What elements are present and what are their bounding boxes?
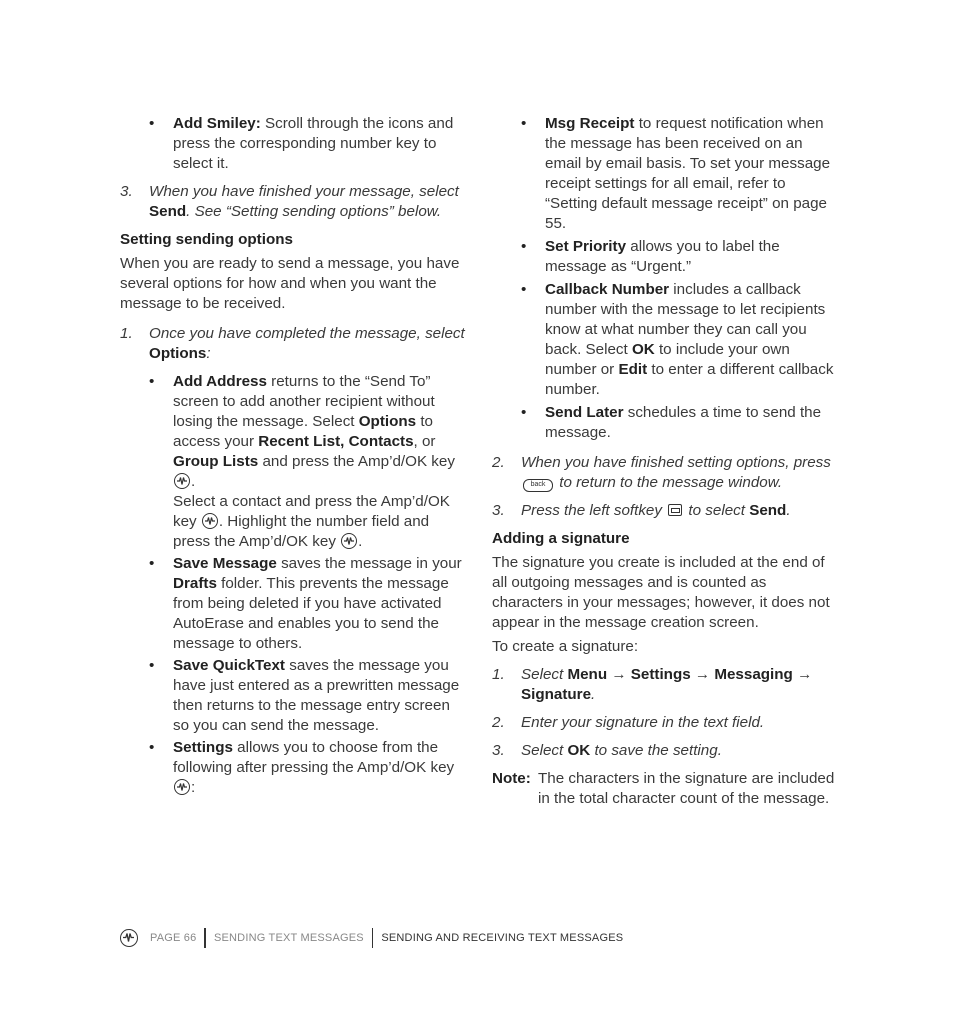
ok-term: OK [567, 742, 591, 759]
back-key-icon: back [523, 479, 553, 492]
step-text: Once you have completed the message, select [149, 325, 465, 342]
step-number: 2. [492, 714, 505, 731]
text: . [191, 473, 196, 490]
text: to access your [173, 413, 433, 450]
ampd-ok-key-icon [174, 779, 190, 795]
step-text: When you have finished your message, select [149, 183, 459, 200]
text: , or [413, 433, 436, 450]
messaging-term: Messaging [714, 666, 793, 683]
section-heading-sending-options: Setting sending options [120, 231, 293, 248]
step-text: Enter your signature in the text field. [521, 714, 765, 731]
step-text-end: : [206, 345, 211, 362]
text: allows you to choose from the following after pressing the Amp’d/OK key [173, 739, 455, 776]
page-footer [120, 926, 623, 950]
save-message-term: Save Message [173, 555, 277, 572]
group-lists-term: Group Lists [173, 453, 259, 470]
step-number: 3. [492, 502, 505, 519]
note-label: Note: [492, 770, 531, 787]
send-term: Send [149, 203, 187, 220]
to-create-text: To create a signature: [492, 638, 639, 655]
menu-term: Menu [567, 666, 608, 683]
arrow-icon: → [694, 666, 711, 683]
step-text-end: . [786, 502, 791, 519]
callback-number-item [492, 280, 837, 400]
settings-term: Settings [173, 739, 233, 756]
add-address-term: Add Address [173, 373, 267, 390]
send-later-term: Send Later [545, 404, 624, 421]
set-priority-item [492, 237, 837, 277]
text: returns to the “Send To” screen to add another recipient without losing the message. Select [173, 373, 435, 430]
right-column [492, 114, 837, 809]
add-smiley-term: Add Smiley: [173, 115, 261, 132]
msg-receipt-term: Msg Receipt [545, 115, 635, 132]
send-later-item [492, 403, 837, 443]
step-3-finish-message [120, 182, 465, 222]
text: to enter a different callback number. [545, 361, 834, 398]
section-name: SENDING TEXT MESSAGES [213, 932, 364, 944]
ampd-ok-key-icon [174, 473, 190, 489]
sig-step-2 [492, 713, 837, 733]
options-term: Options [149, 345, 207, 362]
text: . Highlight the number field and press the Amp’d/OK key [173, 513, 430, 550]
signature-intro: The signature you create is included at the end of all outgoing messages and is counted as characters in your messages; however, it does not appear in the message creation screen. [492, 554, 830, 631]
add-smiley-text: Scroll through the icons and press the corresponding number key to select it. [173, 115, 454, 172]
save-quicktext-term: Save QuickText [173, 657, 285, 674]
step-text: When you have finished setting options, press [521, 454, 831, 471]
add-smiley-item [120, 114, 465, 174]
sig-step-3 [492, 741, 837, 761]
add-address-item [120, 372, 465, 552]
ampd-ok-key-icon [341, 533, 357, 549]
step-3-send [492, 501, 837, 521]
step-text-end: to save the setting. [590, 742, 722, 759]
sending-options-intro: When you are ready to send a message, you have several options for how and when you want the message to be received. [120, 255, 460, 312]
drafts-term: Drafts [173, 575, 217, 592]
text: schedules a time to send the message. [545, 404, 822, 441]
left-column [120, 114, 465, 800]
text: to request notification when the message has been received on an email by email basis. To set your message receipt settings for all email, refer to “Setting default message receipt” on page 55. [545, 115, 831, 232]
step-number: 1. [120, 325, 133, 342]
section-heading-signature: Adding a signature [492, 530, 630, 547]
callback-number-term: Callback Number [545, 281, 670, 298]
note-text: The characters in the signature are included in the total character count of the message. [538, 770, 835, 807]
step-number: 2. [492, 454, 505, 471]
divider [204, 928, 206, 948]
text: folder. This prevents the message from being deleted if you have activated AutoErase and enables you to send the message to others. [173, 575, 449, 652]
step-number: 3. [492, 742, 505, 759]
divider [372, 928, 374, 948]
set-priority-term: Set Priority [545, 238, 627, 255]
arrow-icon: → [797, 666, 813, 683]
text: to include your own number or [545, 341, 790, 378]
step-1-options [120, 324, 465, 364]
msg-receipt-item [492, 114, 837, 234]
step-2-finish-options [492, 453, 837, 493]
settings-item [120, 738, 465, 798]
text: . [358, 533, 363, 550]
signature-term: Signature [521, 686, 592, 703]
settings-term: Settings [630, 666, 691, 683]
text: allows you to label the message as “Urgent.” [545, 238, 780, 275]
recent-contacts-term: Recent List, Contacts [258, 433, 414, 450]
ampd-logo-icon [120, 929, 138, 947]
text: and press the Amp’d/OK key [258, 453, 455, 470]
step-text: Select [521, 742, 568, 759]
text: Select a contact and press the Amp’d/OK key [173, 493, 450, 530]
left-softkey-icon [668, 504, 682, 516]
text: saves the message you have just entered as a prewritten message then returns to the message entry screen so you can send the message. [173, 657, 460, 734]
save-message-item [120, 554, 465, 654]
step-text: to return to the message window. [555, 474, 783, 491]
step-text-end: . [591, 686, 596, 703]
step-number: 3. [120, 183, 133, 200]
save-quicktext-item [120, 656, 465, 736]
page-number: PAGE 66 [150, 932, 197, 944]
arrow-icon: → [611, 666, 627, 683]
step-text: Select [521, 666, 568, 683]
step-text: Press the left softkey [521, 502, 667, 519]
step-text: to select [684, 502, 750, 519]
options-term: Options [358, 413, 417, 430]
chapter-name: SENDING AND RECEIVING TEXT MESSAGES [381, 932, 624, 944]
send-term: Send [749, 502, 787, 519]
sig-step-1 [492, 665, 837, 705]
ok-term: OK [631, 341, 655, 358]
edit-term: Edit [618, 361, 648, 378]
note [492, 769, 837, 809]
text: saves the message in your [276, 555, 462, 572]
ampd-ok-key-icon [202, 513, 218, 529]
step-text-end: . See “Setting sending options” below. [186, 203, 442, 220]
text: : [191, 779, 196, 796]
step-number: 1. [492, 666, 505, 683]
text: includes a callback number with the message to let recipients know at what number they can call you back. Select [545, 281, 826, 358]
